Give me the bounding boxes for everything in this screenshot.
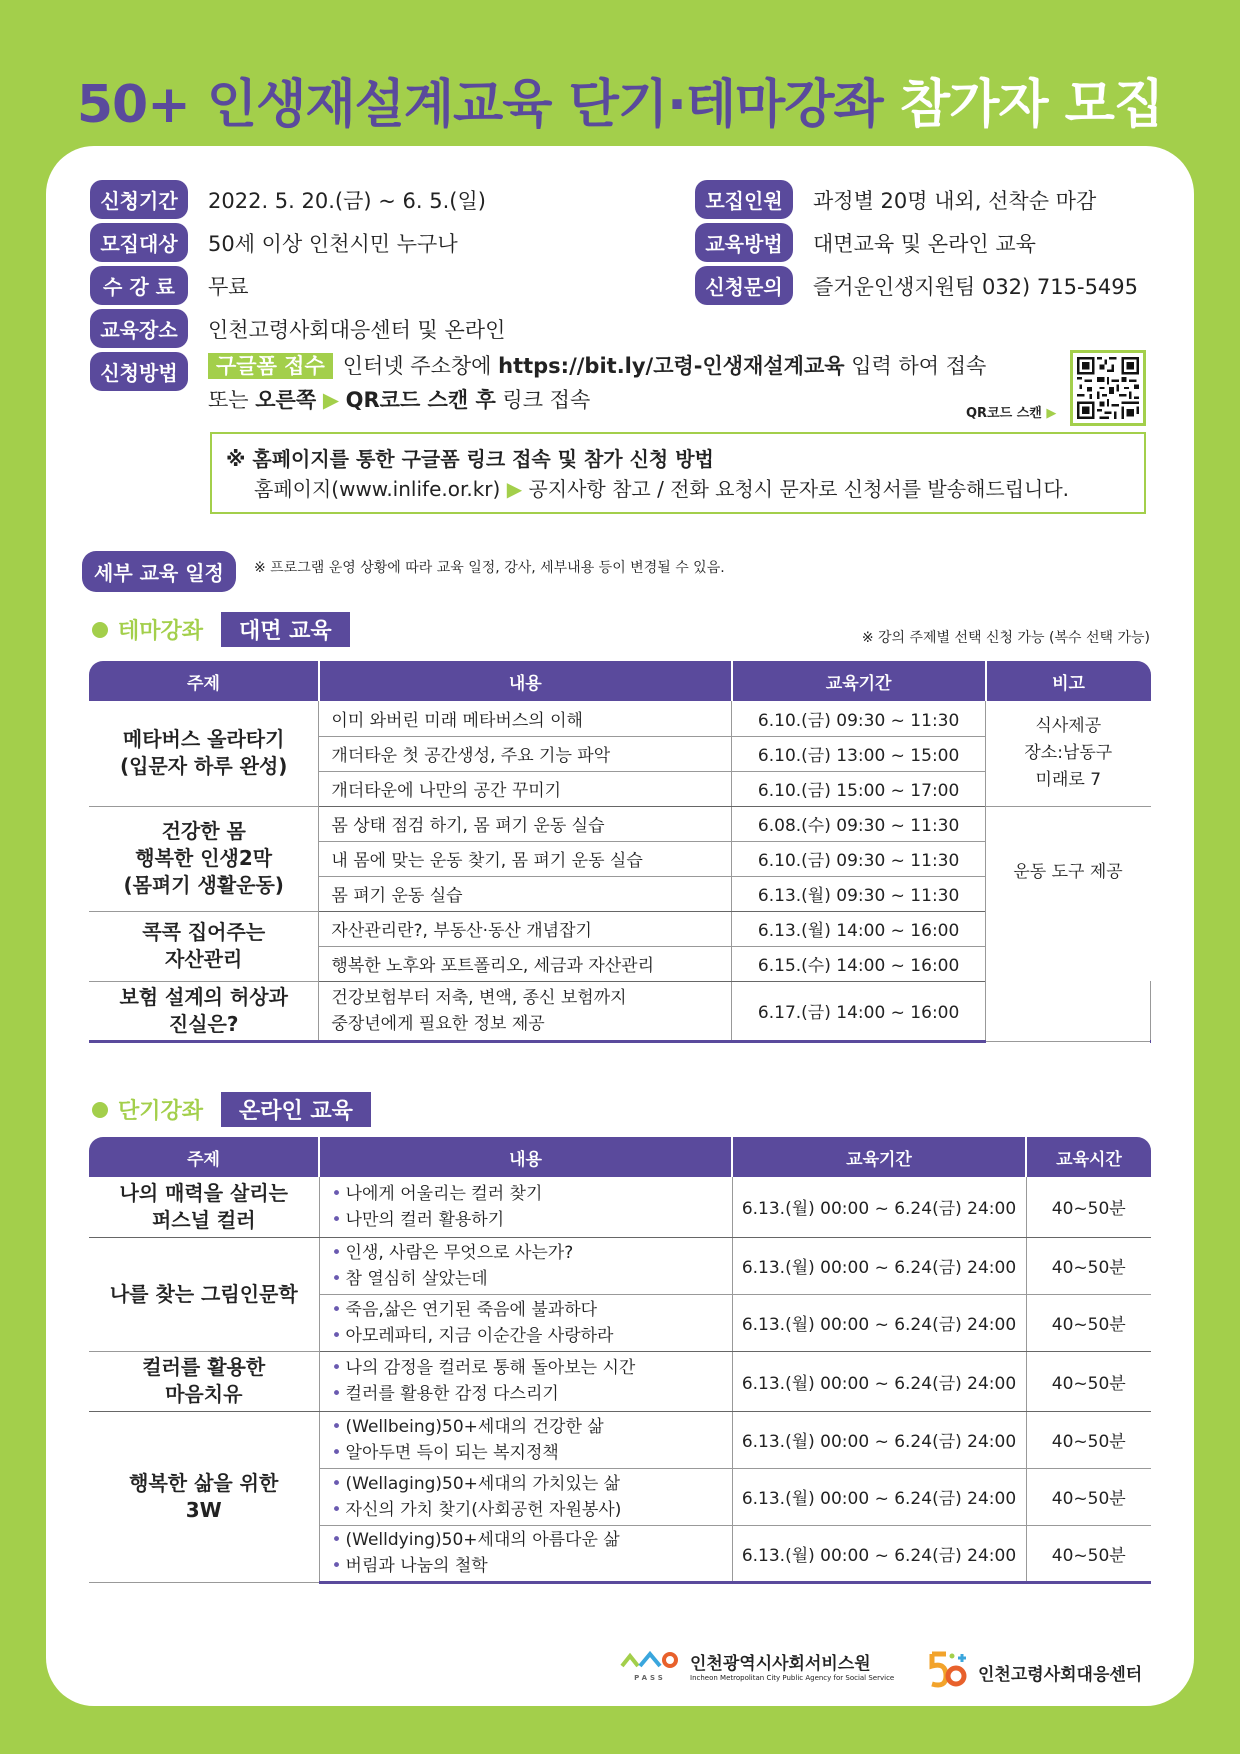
date-cell: 6.13.(월) 00:00 ~ 6.24(금) 24:00	[732, 1525, 1026, 1582]
org1-english: Incheon Metropolitan City Public Agency for Social Service	[690, 1673, 895, 1682]
fee-badge: 수 강 료	[90, 266, 188, 305]
theme-tag: 대면 교육	[221, 612, 350, 647]
footer-org2	[924, 1648, 1142, 1696]
topic-cell: 행복한 삶을 위한 3W	[89, 1411, 319, 1582]
table-row	[89, 1177, 1151, 1237]
notice-title: ※ 홈페이지를 통한 구글폼 링크 접속 및 참가 신청 방법	[226, 447, 714, 471]
period-badge: 신청기간	[90, 180, 188, 219]
notice-detail	[226, 474, 1130, 504]
apply-line2-bold2: QR코드 스캔 후	[345, 388, 496, 412]
info-place	[90, 309, 505, 348]
qr-code-icon[interactable]	[1070, 350, 1146, 426]
org1-korean: 인천광역시사회서비스원	[690, 1653, 871, 1674]
footer-org1	[620, 1648, 894, 1682]
date-cell: 6.08.(수) 09:30 ~ 11:30	[732, 806, 986, 841]
short-table	[89, 1137, 1151, 1584]
date-cell: 6.13.(월) 00:00 ~ 6.24(금) 24:00	[732, 1411, 1026, 1468]
theme-header-3: 비고	[986, 661, 1151, 701]
short-header-2: 교육기간	[732, 1137, 1026, 1177]
duration-cell: 40~50분	[1026, 1294, 1151, 1351]
theme-header-2: 교육기간	[732, 661, 986, 701]
content-cell: 내 몸에 맞는 운동 찾기, 몸 펴기 운동 실습	[319, 841, 732, 876]
date-cell: 6.13.(월) 00:00 ~ 6.24(금) 24:00	[732, 1177, 1026, 1237]
topic-cell: 콕콕 집어주는 자산관리	[89, 911, 319, 981]
info-fee	[90, 266, 249, 305]
fee-value: 무료	[208, 274, 249, 299]
info-recruit	[695, 180, 1096, 219]
date-cell: 6.13.(월) 09:30 ~ 11:30	[732, 876, 986, 911]
notice-box	[210, 432, 1146, 514]
page-title	[0, 62, 1240, 137]
topic-cell: 나를 찾는 그림인문학	[89, 1237, 319, 1351]
info-apply	[90, 352, 986, 417]
schedule-note: ※ 프로그램 운영 상황에 따라 교육 일정, 강사, 세부내용 등이 변경될 수 있음.	[254, 560, 725, 576]
table-row	[89, 1351, 1151, 1411]
bullet-dot-icon	[92, 622, 108, 638]
period-value: 2022. 5. 20.(금) ~ 6. 5.(일)	[208, 188, 486, 213]
apply-badge: 신청방법	[90, 352, 188, 391]
arrow-icon: ▶	[1046, 406, 1057, 421]
date-cell: 6.10.(금) 15:00 ~ 17:00	[732, 771, 986, 806]
bullet-icon: •	[331, 1416, 342, 1437]
place-badge: 교육장소	[90, 309, 188, 348]
date-cell: 6.13.(월) 00:00 ~ 6.24(금) 24:00	[732, 1351, 1026, 1411]
apply-line2-pre: 또는	[208, 388, 249, 412]
qr-caption-text: QR코드 스캔	[966, 406, 1042, 421]
theme-note: ※ 강의 주제별 선택 신청 가능 (복수 선택 가능)	[861, 630, 1150, 646]
recruit-value: 과정별 20명 내외, 선착순 마감	[813, 188, 1097, 213]
bullet-icon: •	[331, 1242, 342, 1263]
content-cell: • 나에게 어울리는 컬러 찾기 • 나만의 컬러 활용하기	[319, 1177, 732, 1237]
arrow-icon: ▶	[506, 477, 523, 501]
target-badge: 모집대상	[90, 223, 188, 262]
theme-title: 테마강좌	[118, 619, 204, 644]
bullet-icon: •	[331, 1530, 342, 1550]
recruit-badge: 모집인원	[695, 180, 793, 219]
apply-line2-bold1: 오른쪽	[255, 388, 317, 412]
table-row	[89, 701, 1151, 736]
info-method	[695, 223, 1036, 262]
info-target	[90, 223, 458, 262]
homepage-link[interactable]: 홈페이지(www.inlife.or.kr)	[254, 477, 501, 501]
content-cell: • (Wellaging)50+세대의 가치있는 삶 • 자신의 가치 찾기(사회공헌 자원봉사)	[319, 1468, 732, 1525]
inquiry-value: 즐거운인생지원팀 032) 715-5495	[813, 274, 1139, 299]
short-title: 단기강좌	[118, 1099, 204, 1124]
inquiry-badge: 신청문의	[695, 266, 793, 305]
content-cell: 개더타운에 나만의 공간 꾸미기	[319, 771, 732, 806]
short-heading	[92, 1092, 371, 1127]
date-cell: 6.13.(월) 00:00 ~ 6.24(금) 24:00	[732, 1468, 1026, 1525]
apply-line2-post: 링크 접속	[502, 388, 591, 412]
content-cell: 행복한 노후와 포트폴리오, 세금과 자산관리	[319, 946, 732, 981]
date-cell: 6.13.(월) 00:00 ~ 6.24(금) 24:00	[732, 1294, 1026, 1351]
content-cell: 몸 상태 점검 하기, 몸 펴기 운동 실습	[319, 806, 732, 841]
topic-cell: 메타버스 올라타기 (입문자 하루 완성)	[89, 701, 319, 806]
date-cell: 6.15.(수) 14:00 ~ 16:00	[732, 946, 986, 981]
pass-logo-icon	[620, 1648, 680, 1682]
short-header-0: 주제	[89, 1137, 319, 1177]
date-cell: 6.10.(금) 09:30 ~ 11:30	[732, 841, 986, 876]
duration-cell: 40~50분	[1026, 1411, 1151, 1468]
bullet-icon: •	[331, 1442, 342, 1463]
bullet-icon: •	[331, 1358, 342, 1378]
note-cell: 운동 도구 제공	[986, 806, 1151, 1041]
topic-cell: 건강한 몸 행복한 인생2막 (몸펴기 생활운동)	[89, 806, 319, 911]
bullet-icon: •	[331, 1183, 342, 1204]
topic-cell: 보험 설계의 허상과 진실은?	[89, 981, 319, 1041]
apply-line1-pre: 인터넷 주소창에	[342, 354, 492, 378]
method-value: 대면교육 및 온라인 교육	[813, 231, 1036, 256]
content-cell: 건강보험부터 저축, 변액, 종신 보험까지 중장년에게 필요한 정보 제공	[319, 981, 732, 1041]
qr-caption	[966, 402, 1056, 421]
arrow-icon: ▶	[322, 388, 339, 412]
center-logo-icon	[924, 1648, 968, 1696]
org2-name: 인천고령사회대응센터	[978, 1664, 1143, 1685]
info-inquiry	[695, 266, 1138, 305]
svg-text:PASS: PASS	[634, 1674, 666, 1682]
note-cell: 식사제공 장소:남동구 미래로 7	[986, 701, 1151, 806]
content-cell: • 죽음,삶은 연기된 죽음에 불과하다 • 아모레파티, 지금 이순간을 사랑하라	[319, 1294, 732, 1351]
topic-cell: 컬러를 활용한 마음치유	[89, 1351, 319, 1411]
note-cell	[1151, 981, 1152, 1041]
title-main: 50+ 인생재설계교육 단기·테마강좌	[76, 75, 883, 135]
bullet-icon: •	[331, 1499, 342, 1520]
short-header-3: 교육시간	[1026, 1137, 1151, 1177]
content-cell: • 인생, 사람은 무엇으로 사는가? • 참 열심히 살았는데	[319, 1237, 732, 1294]
date-cell: 6.10.(금) 09:30 ~ 11:30	[732, 701, 986, 736]
table-row	[89, 1411, 1151, 1468]
bullet-icon: •	[331, 1556, 342, 1576]
duration-cell: 40~50분	[1026, 1351, 1151, 1411]
date-cell: 6.17.(금) 14:00 ~ 16:00	[732, 981, 986, 1041]
date-cell: 6.13.(월) 14:00 ~ 16:00	[732, 911, 986, 946]
date-cell: 6.13.(월) 00:00 ~ 6.24(금) 24:00	[732, 1237, 1026, 1294]
info-period	[90, 180, 486, 219]
content-cell: 자산관리란?, 부동산·동산 개념잡기	[319, 911, 732, 946]
content-cell: 몸 펴기 운동 실습	[319, 876, 732, 911]
place-value: 인천고령사회대응센터 및 온라인	[208, 317, 506, 342]
duration-cell: 40~50분	[1026, 1237, 1151, 1294]
bullet-icon: •	[331, 1299, 342, 1320]
theme-header-1: 내용	[319, 661, 732, 701]
duration-cell: 40~50분	[1026, 1525, 1151, 1582]
apply-url[interactable]: https://bit.ly/고령-인생재설계교육	[498, 354, 845, 378]
theme-table	[89, 661, 1151, 1043]
schedule-badge: 세부 교육 일정	[82, 551, 236, 592]
notice-detail-text: 공지사항 참고 / 전화 요청시 문자로 신청서를 발송해드립니다.	[528, 477, 1070, 501]
bullet-icon: •	[331, 1473, 342, 1494]
short-tag: 온라인 교육	[221, 1092, 371, 1127]
content-cell: • 나의 감정을 컬러로 통해 돌아보는 시간 • 컬러를 활용한 감정 다스리기	[319, 1351, 732, 1411]
title-highlight: 참가자 모집	[899, 75, 1164, 135]
table-row	[89, 806, 1151, 841]
theme-heading	[92, 612, 350, 647]
content-cell: 이미 와버린 미래 메타버스의 이해	[319, 701, 732, 736]
bullet-icon: •	[331, 1384, 342, 1404]
short-header-1: 내용	[319, 1137, 732, 1177]
date-cell: 6.10.(금) 13:00 ~ 15:00	[732, 736, 986, 771]
method-badge: 교육방법	[695, 223, 793, 262]
content-cell: • (Welldying)50+세대의 아름다운 삶 • 버림과 나눔의 철학	[319, 1525, 732, 1582]
bullet-icon: •	[331, 1268, 342, 1289]
org1-name	[690, 1649, 894, 1682]
duration-cell: 40~50분	[1026, 1468, 1151, 1525]
apply-line1-post: 입력 하여 접속	[851, 354, 987, 378]
bullet-dot-icon	[92, 1102, 108, 1118]
bullet-icon: •	[331, 1325, 342, 1346]
duration-cell: 40~50분	[1026, 1177, 1151, 1237]
content-cell: 개더타운 첫 공간생성, 주요 기능 파악	[319, 736, 732, 771]
bullet-icon: •	[331, 1209, 342, 1230]
target-value: 50세 이상 인천시민 누구나	[208, 231, 458, 256]
topic-cell: 나의 매력을 살리는 퍼스널 컬러	[89, 1177, 319, 1237]
table-row	[89, 1237, 1151, 1294]
apply-text	[208, 352, 986, 417]
google-form-tag: 구글폼 접수	[208, 353, 333, 379]
theme-header-0: 주제	[89, 661, 319, 701]
content-cell: • (Wellbeing)50+세대의 건강한 삶 • 알아두면 득이 되는 복지정책	[319, 1411, 732, 1468]
